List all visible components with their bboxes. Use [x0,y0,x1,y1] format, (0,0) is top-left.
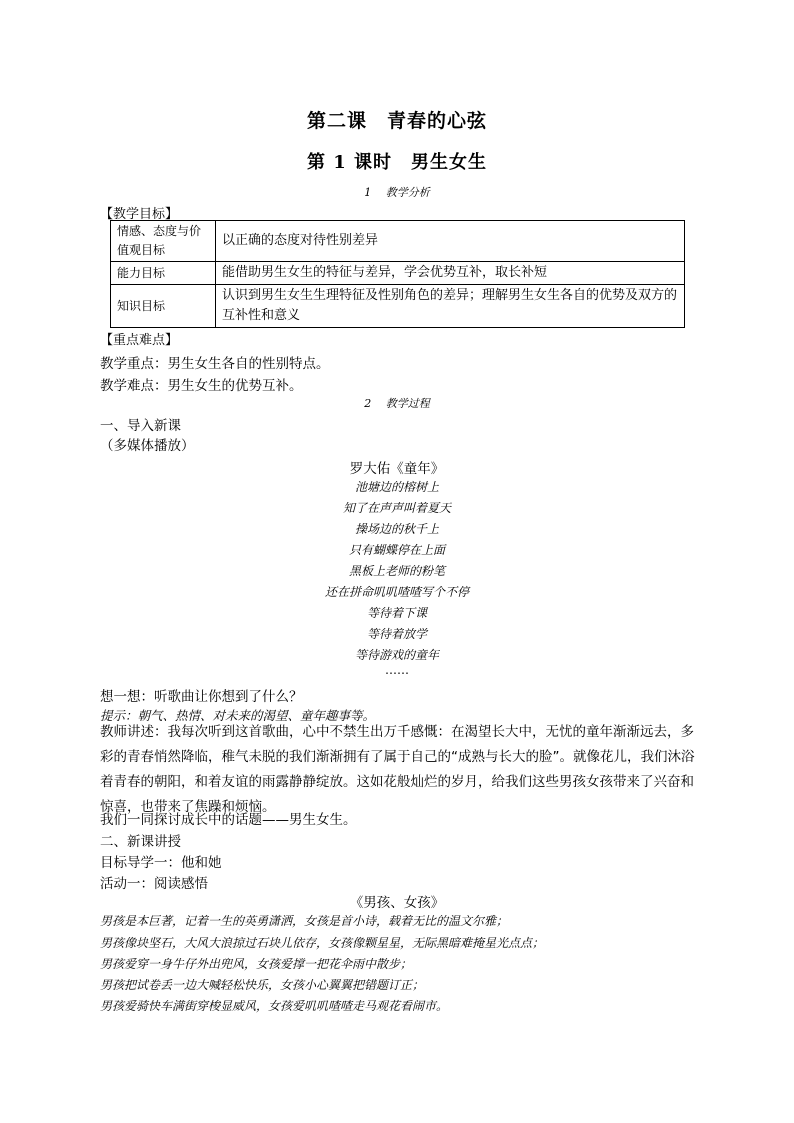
song-ellipsis: …… [385,663,409,677]
goal-key: 情感、态度与价值观目标 [111,221,216,262]
song-line: 只有蝴蝶停在上面 [348,543,445,557]
poem-line: 男孩爱穿一身牛仔外出兜风，女孩爱撑一把花伞雨中散步； [100,957,413,971]
section-heading-process: 2 教学过程 [364,397,430,410]
song-line: 等待游戏的童年 [354,648,439,662]
goal-key: 知识目标 [111,285,216,328]
lesson-title: 第二课 青春的心弦 [306,110,487,132]
goals-row [111,221,685,262]
song-line: 等待着放学 [366,627,427,641]
goal-value: 以正确的态度对待性别差异 [216,221,685,262]
goal-value: 认识到男生女生生理特征及性别角色的差异；理解男生女生各自的优势及双方的互补性和意义 [216,285,685,328]
goal-key: 能力目标 [111,262,216,285]
song-line: 知了在声声叫着夏天 [342,501,451,515]
song-line: 池塘边的榕树上 [354,480,439,494]
song-line: 等待着下课 [366,606,427,620]
goals-header: 【教学目标】 [100,207,179,222]
goal-guide: 目标导学一：他和她 [100,855,222,871]
goals-table [110,220,685,328]
hint-text: 提示：朝气、热情、对未来的渴望、童年趣事等。 [100,708,376,723]
activity-heading: 活动一：阅读感悟 [100,876,208,892]
song-line: 黑板上老师的粉笔 [348,564,445,578]
goals-row [111,262,685,285]
difficult-point: 教学难点：男生女生的优势互补。 [100,378,303,394]
poem-line: 男孩把试卷丢一边大喊轻松快乐，女孩小心翼翼把错题订正； [100,978,425,992]
part2-heading: 二、新课讲授 [100,834,181,850]
poem-title: 《男孩、女孩》 [349,895,445,911]
song-line: 操场边的秋千上 [354,522,439,536]
key-points-header: 【重点难点】 [100,333,179,348]
section-heading-analysis: 1 教学分析 [364,186,430,199]
poem-line: 男孩是本巨著，记着一生的英勇潇洒，女孩是首小诗，载着无比的温文尔雅； [100,914,509,928]
lesson-subtitle: 第 1 课时 男生女生 [306,152,488,173]
topic-line: 我们一同探讨成长中的话题——男生女生。 [100,812,357,828]
goals-row [111,285,685,328]
multimedia-note: （多媒体播放） [100,438,195,454]
teacher-narration: 教师讲述：我每次听到这首歌曲，心中不禁生出万千感慨：在渴望长大中，无忧的童年渐渐远去，多彩的青春悄然降临，稚气未脱的我们渐渐拥有了属于自己的“成熟与长大的脸”。就像花儿，我们沐浴着青春的朝阳，和着友谊的雨露静静绽放。这如花般灿烂的岁月，给我们这些男孩女孩带来了兴奋和惊喜，也带来了焦躁和烦恼。 [100,724,695,815]
song-line: 还在拼命叽叽喳喳写个不停 [324,585,469,599]
think-prompt: 想一想：听歌曲让你想到了什么？ [100,689,303,705]
part1-heading: 一、导入新课 [100,418,181,434]
poem-line: 男孩爱骑快车满街穿梭显威风，女孩爱叽叽喳喳走马观花看闹市。 [100,999,449,1013]
song-title: 罗大佑《童年》 [349,461,445,477]
key-point: 教学重点：男生女生各自的性别特点。 [100,356,330,372]
goal-value: 能借助男生女生的特征与差异，学会优势互补，取长补短 [216,262,685,285]
poem-line: 男孩像块坚石，大风大浪掠过石块儿依存，女孩像颗星星，无际黑暗难掩星光点点； [100,936,545,950]
